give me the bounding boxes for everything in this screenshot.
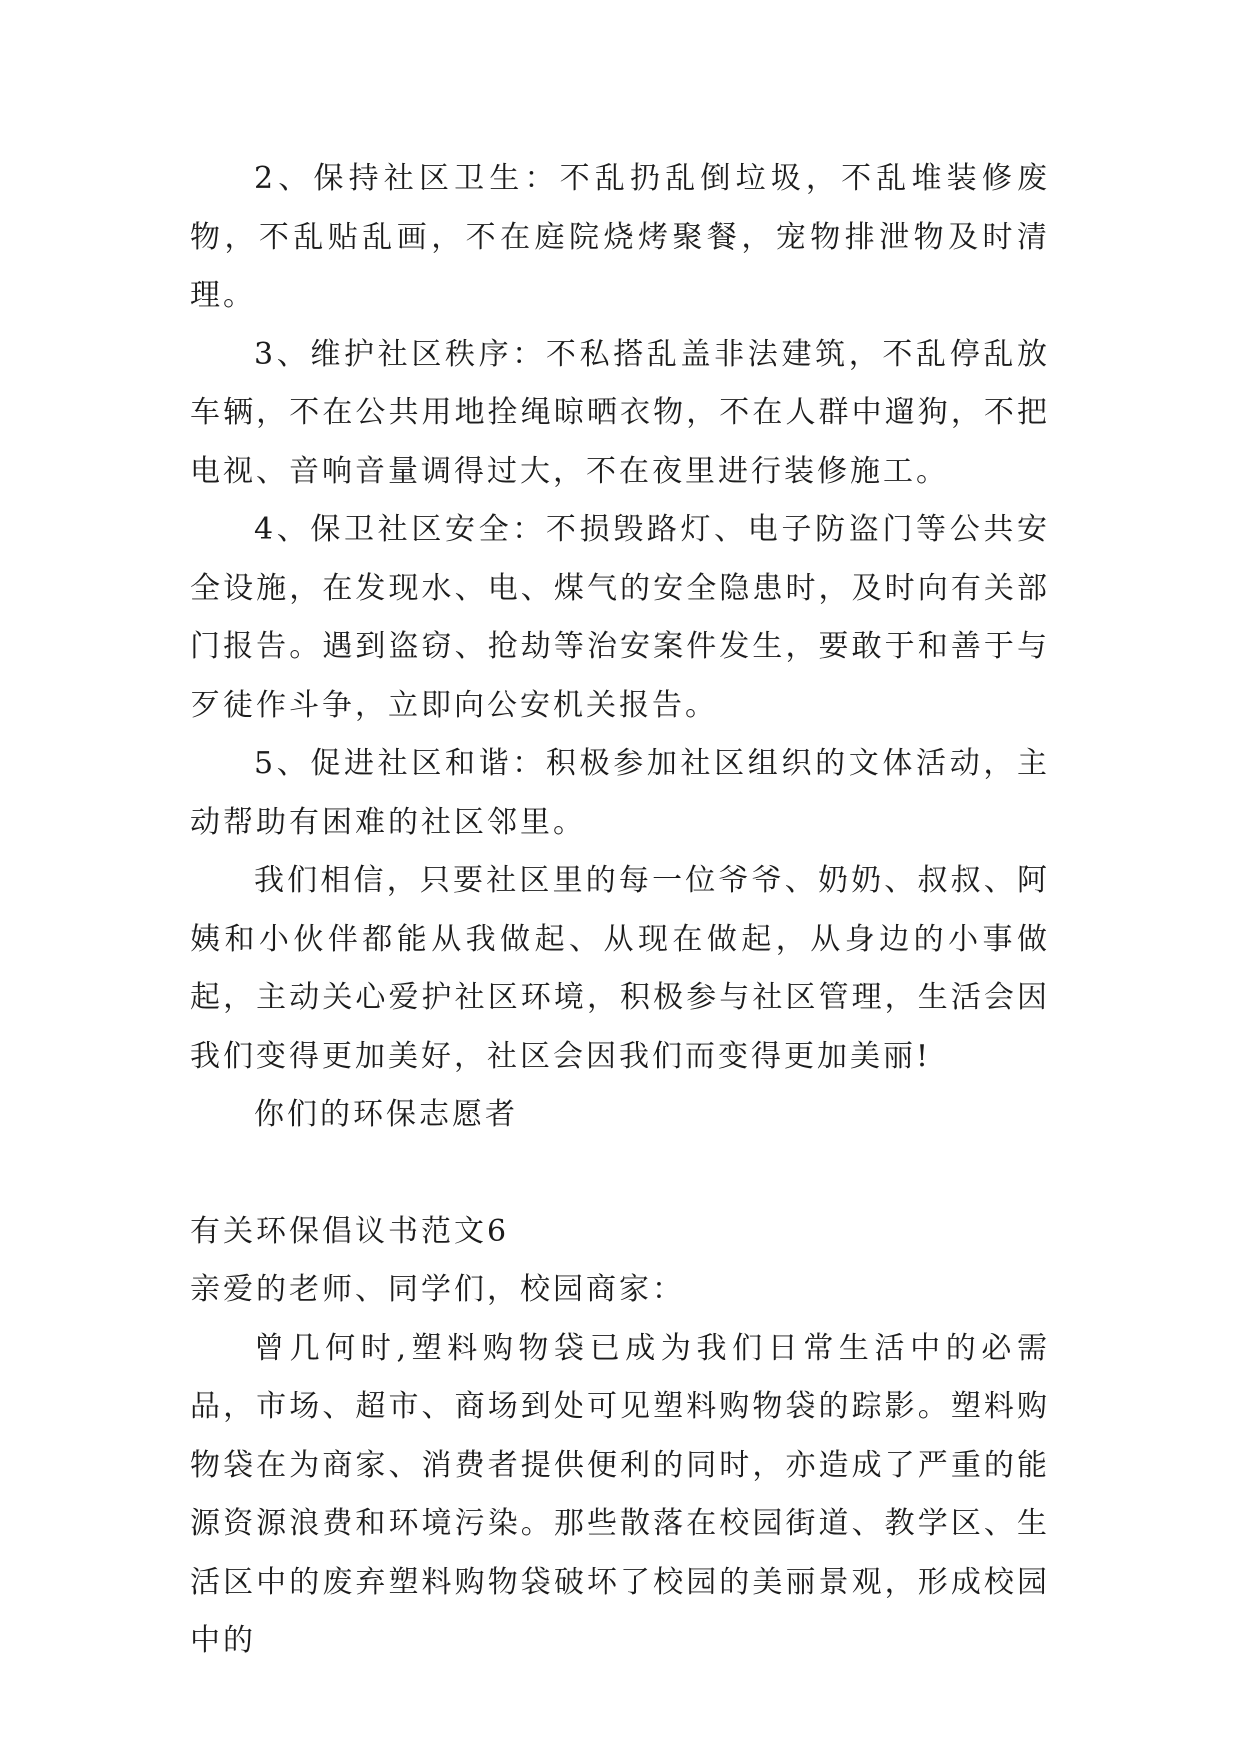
salutation: 亲爱的老师、同学们，校园商家： bbox=[190, 1272, 685, 1307]
paragraph-plastic-bags: 曾几何时,塑料购物袋已成为我们日常生活中的必需品，市场、超市、商场到处可见塑料购物袋的踪影。塑料购物袋在为商家、消费者提供便利的同时，亦造成了严重的能源资源浪费和环境污染。那些散落在校园街道、教学区、生活区中的废弃塑料购物袋破坏了校园的美丽景观，形成校园中的 bbox=[190, 1330, 1050, 1658]
section-title: 有关环保倡议书范文6 bbox=[190, 1213, 510, 1249]
section-gap bbox=[190, 1145, 1050, 1203]
paragraph-maintain-order: 3、维护社区秩序：不私搭乱盖非法建筑，不乱停乱放车辆，不在公共用地拴绳晾晒衣物，不在人群中遛狗，不把电视、音响音量调得过大，不在夜里进行装修施工。 bbox=[190, 336, 1050, 489]
paragraph-harmony: 5、促进社区和谐：积极参加社区组织的文体活动，主动帮助有困难的社区邻里。 bbox=[190, 746, 1050, 840]
paragraph-conclusion: 我们相信，只要社区里的每一位爷爷、奶奶、叔叔、阿姨和小伙伴都能从我做起、从现在做起，从身边的小事做起，主动关心爱护社区环境，积极参与社区管理，生活会因我们变得更加美好，社区会因我们而变得更加美丽! bbox=[190, 863, 1050, 1074]
document-body bbox=[190, 150, 1050, 1671]
signature: 你们的环保志愿者 bbox=[254, 1097, 518, 1132]
paragraph-keep-clean: 2、保持社区卫生：不乱扔乱倒垃圾，不乱堆装修废物，不乱贴乱画，不在庭院烧烤聚餐，宠物排泄物及时清理。 bbox=[190, 161, 1050, 313]
paragraph-safety: 4、保卫社区安全：不损毁路灯、电子防盗门等公共安全设施，在发现水、电、煤气的安全隐患时，及时向有关部门报告。遇到盗窃、抢劫等治安案件发生，要敢于和善于与歹徒作斗争，立即向公安机关报告。 bbox=[190, 512, 1050, 723]
